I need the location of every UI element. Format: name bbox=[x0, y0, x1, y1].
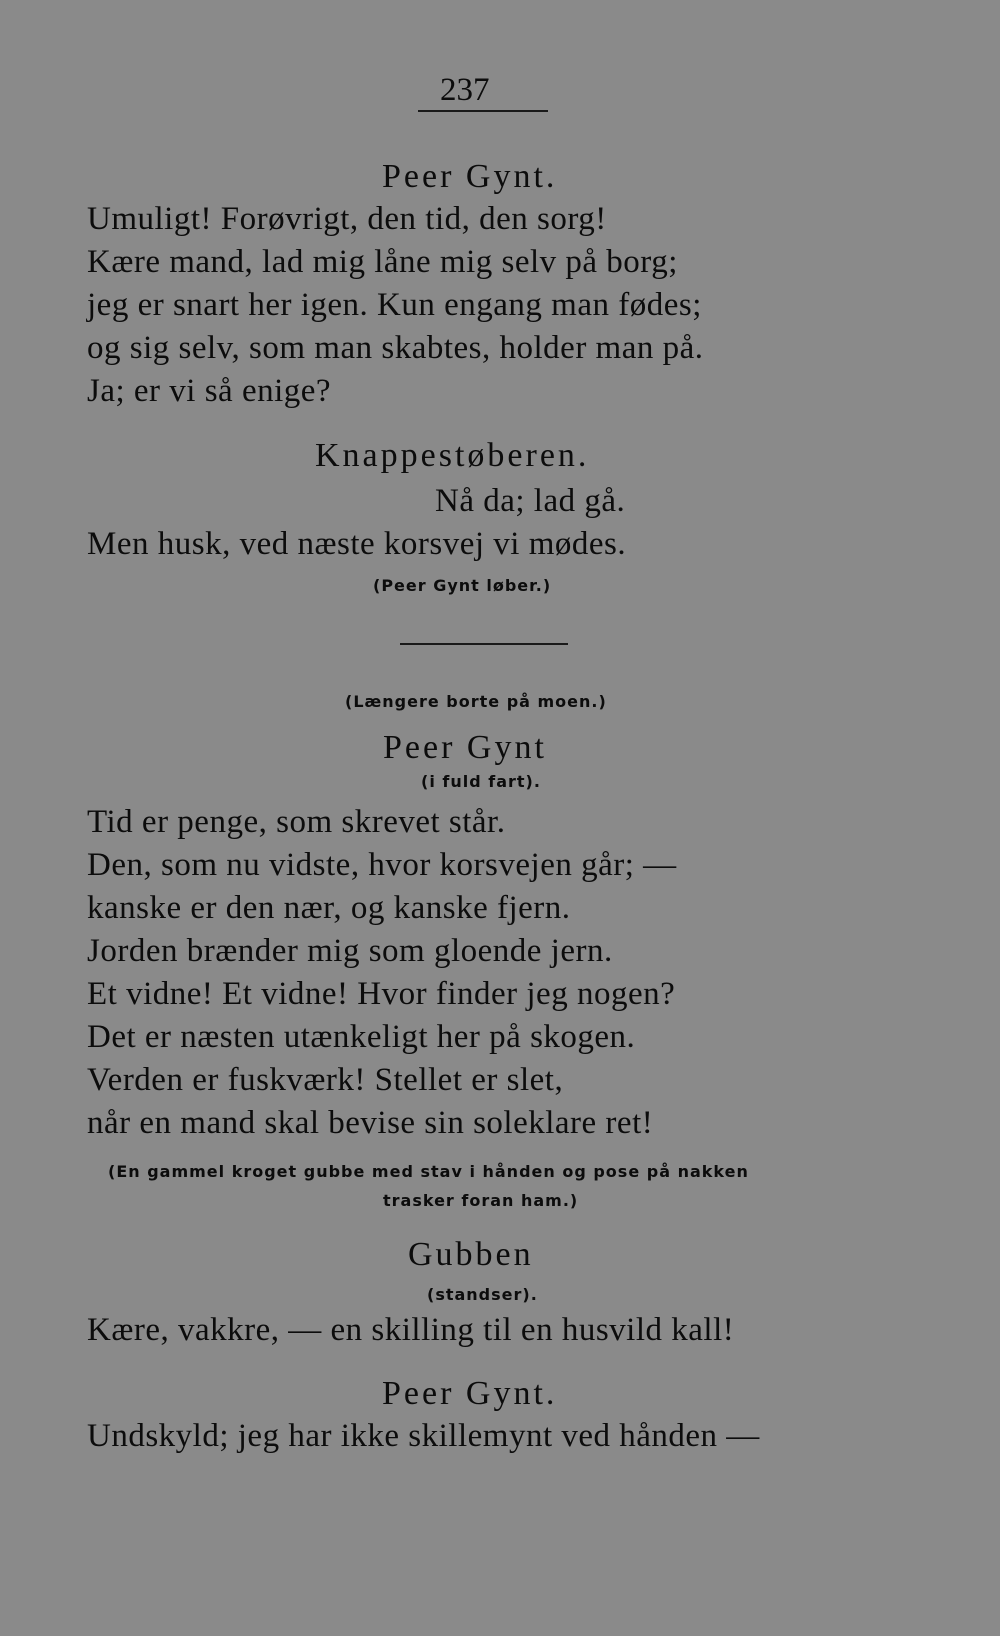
verse-line: Det er næsten utænkeligt her på skogen. bbox=[87, 1019, 636, 1055]
verse-line: Undskyld; jeg har ikke skillemynt ved hånden — bbox=[87, 1418, 760, 1454]
stage-direction: (i fuld fart). bbox=[421, 772, 541, 791]
verse-line: Men husk, ved næste korsvej vi mødes. bbox=[87, 526, 627, 562]
speaker-peer-gynt: Peer Gynt. bbox=[382, 1375, 558, 1412]
verse-line: Jorden brænder mig som gloende jern. bbox=[87, 933, 613, 969]
page-number-rule bbox=[418, 110, 548, 112]
verse-line: Tid er penge, som skrevet står. bbox=[87, 804, 506, 840]
verse-line: Et vidne! Et vidne! Hvor finder jeg nogen? bbox=[87, 976, 676, 1012]
verse-line: Kære mand, lad mig låne mig selv på borg; bbox=[87, 244, 678, 280]
verse-line: når en mand skal bevise sin soleklare ret! bbox=[87, 1105, 654, 1141]
stage-direction: (standser). bbox=[427, 1285, 538, 1304]
verse-line: Umuligt! Forøvrigt, den tid, den sorg! bbox=[87, 201, 607, 237]
verse-line: Nå da; lad gå. bbox=[435, 483, 626, 519]
scene-divider bbox=[400, 643, 568, 645]
verse-line: Kære, vakkre, — en skilling til en husvild kall! bbox=[87, 1312, 735, 1348]
stage-direction: (Peer Gynt løber.) bbox=[373, 576, 552, 595]
verse-line: og sig selv, som man skabtes, holder man på. bbox=[87, 330, 704, 366]
verse-line: Ja; er vi så enige? bbox=[87, 373, 332, 409]
verse-line: Verden er fuskværk! Stellet er slet, bbox=[87, 1062, 564, 1098]
verse-line: Den, som nu vidste, hvor korsvejen går; — bbox=[87, 847, 677, 883]
speaker-knappestoberen: Knappestøberen. bbox=[315, 437, 590, 474]
page-number: 237 bbox=[440, 72, 490, 108]
stage-direction: (Længere borte på moen.) bbox=[345, 692, 607, 711]
stage-direction: trasker foran ham.) bbox=[383, 1191, 579, 1210]
stage-direction: (En gammel kroget gubbe med stav i hånden og pose på nakken bbox=[108, 1162, 749, 1181]
verse-line: kanske er den nær, og kanske fjern. bbox=[87, 890, 571, 926]
speaker-peer-gynt: Peer Gynt. bbox=[382, 158, 558, 195]
verse-line: jeg er snart her igen. Kun engang man fødes; bbox=[87, 287, 702, 323]
speaker-peer-gynt: Peer Gynt bbox=[383, 729, 547, 766]
speaker-gubben: Gubben bbox=[408, 1236, 534, 1273]
